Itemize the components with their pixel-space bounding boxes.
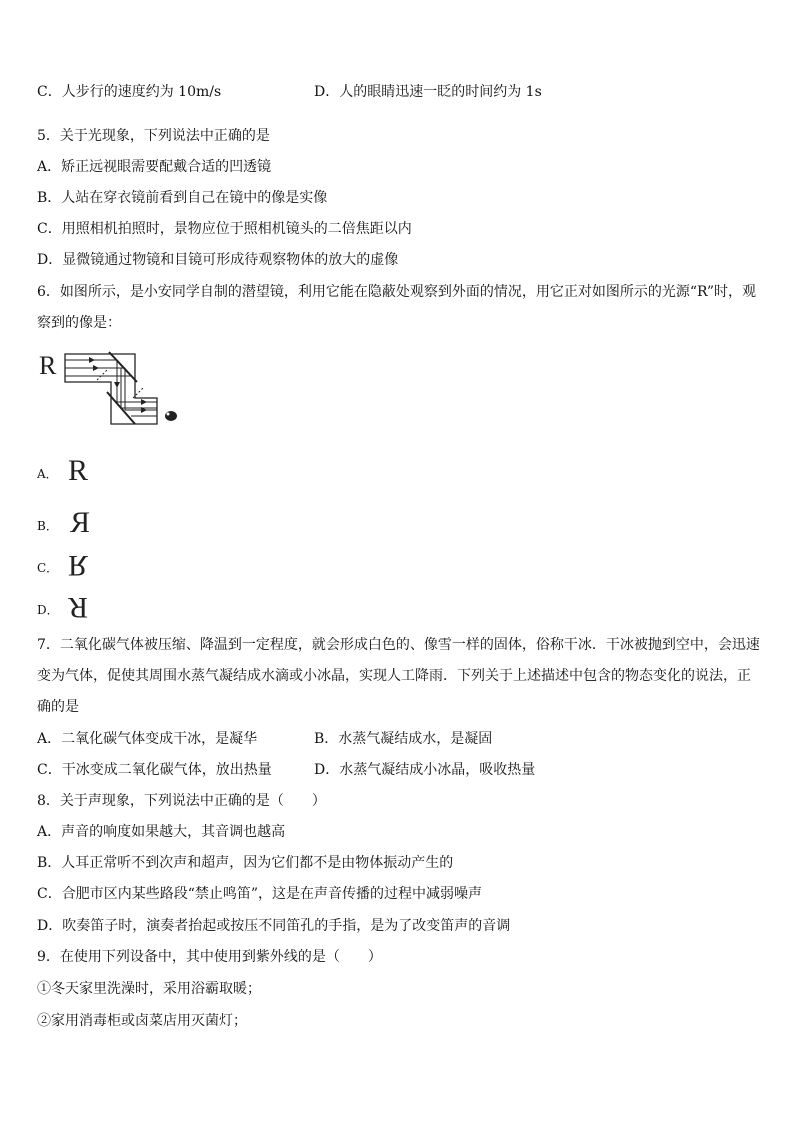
arrow-head-1 — [89, 357, 95, 363]
q7-stem-line1: 7．二氧化碳气体被压缩、降温到一定程度，就会形成白色的、像雪一样的固体，俗称干冰．干冰被抛到空中，会迅速 — [37, 637, 760, 653]
q8-option-d: D．吹奏笛子时，演奏者抬起或按压不同笛孔的手指，是为了改变笛声的音调 — [37, 918, 511, 934]
periscope-diagram — [37, 348, 187, 432]
q6-option-c-glyph-flipped-r: R — [68, 549, 89, 582]
q8-option-c: C．合肥市区内某些路段“禁止鸣笛”，这是在声音传播的过程中减弱噪声 — [37, 886, 483, 902]
q6-option-b-letter: B． — [37, 519, 58, 533]
q7-stem-line2: 变为气体，促使其周围水蒸气凝结成水滴或小冰晶，实现人工降雨．下列关于上述描述中包含的物态变化的说法，正 — [37, 668, 751, 684]
q5-option-b: B．人站在穿衣镜前看到自己在镜中的像是实像 — [37, 190, 328, 206]
q5-stem: 5．关于光现象，下列说法中正确的是 — [37, 128, 270, 144]
q7-stem-line3: 确的是 — [37, 699, 79, 715]
normal-line-top — [97, 370, 107, 380]
q7-option-c: C．干冰变成二氧化碳气体，放出热量 — [37, 762, 272, 778]
q5-option-a: A．矫正远视眼需要配戴合适的凹透镜 — [37, 159, 272, 175]
q6-option-d-letter: D． — [37, 603, 59, 617]
top-mirror — [109, 352, 137, 382]
periscope-tube — [65, 354, 157, 424]
q6-option-a-glyph-upright-r: R — [68, 454, 89, 487]
q6-option-a-letter: A． — [37, 467, 58, 481]
q9-item-1: ①冬天家里洗澡时，采用浴霸取暖； — [37, 981, 261, 997]
q5-option-c: C．用照相机拍照时，景物应位于照相机镜头的二倍焦距以内 — [37, 221, 412, 237]
q8-stem: 8．关于声现象，下列说法中正确的是（ ） — [37, 793, 326, 809]
arrow-head-4 — [141, 399, 147, 405]
q8-option-b: B．人耳正常听不到次声和超声，因为它们都不是由物体振动产生的 — [37, 855, 454, 871]
periscope-svg — [37, 348, 187, 428]
q7-option-b: B．水蒸气凝结成水，是凝固 — [314, 731, 493, 747]
q4-option-c: C．人步行的速度约为 10m/s — [37, 84, 222, 100]
q9-stem: 9．在使用下列设备中，其中使用到紫外线的是（ ） — [37, 949, 382, 965]
q9-item-2: ②家用消毒柜或卤菜店用灭菌灯； — [37, 1013, 247, 1029]
q5-option-d: D．显微镜通过物镜和目镜可形成待观察物体的放大的虚像 — [37, 252, 399, 268]
q6-stem-line2: 察到的像是： — [37, 315, 121, 331]
arrow-head-3 — [114, 382, 120, 388]
arrow-head-2 — [93, 365, 99, 371]
light-source-label: R — [39, 351, 57, 380]
q6-option-b-glyph-mirrored-r: R — [70, 506, 91, 539]
q6-stem-line1: 6．如图所示，是小安同学自制的潜望镜，利用它能在隐蔽处观察到外面的情况，用它正对如图所示的光源“R”时，观 — [37, 284, 756, 300]
q7-option-a: A．二氧化碳气体变成干冰，是凝华 — [37, 731, 258, 747]
q8-option-a: A．声音的响度如果越大，其音调也越高 — [37, 824, 286, 840]
q7-option-d: D．水蒸气凝结成小冰晶，吸收热量 — [314, 762, 536, 778]
eye-highlight — [167, 413, 170, 416]
q6-option-c-letter: C． — [37, 561, 59, 575]
q6-option-d-glyph-rotated-r: R — [68, 591, 89, 624]
q4-option-d: D．人的眼睛迅速一眨的时间约为 1s — [314, 84, 542, 100]
eye-icon — [165, 411, 177, 421]
